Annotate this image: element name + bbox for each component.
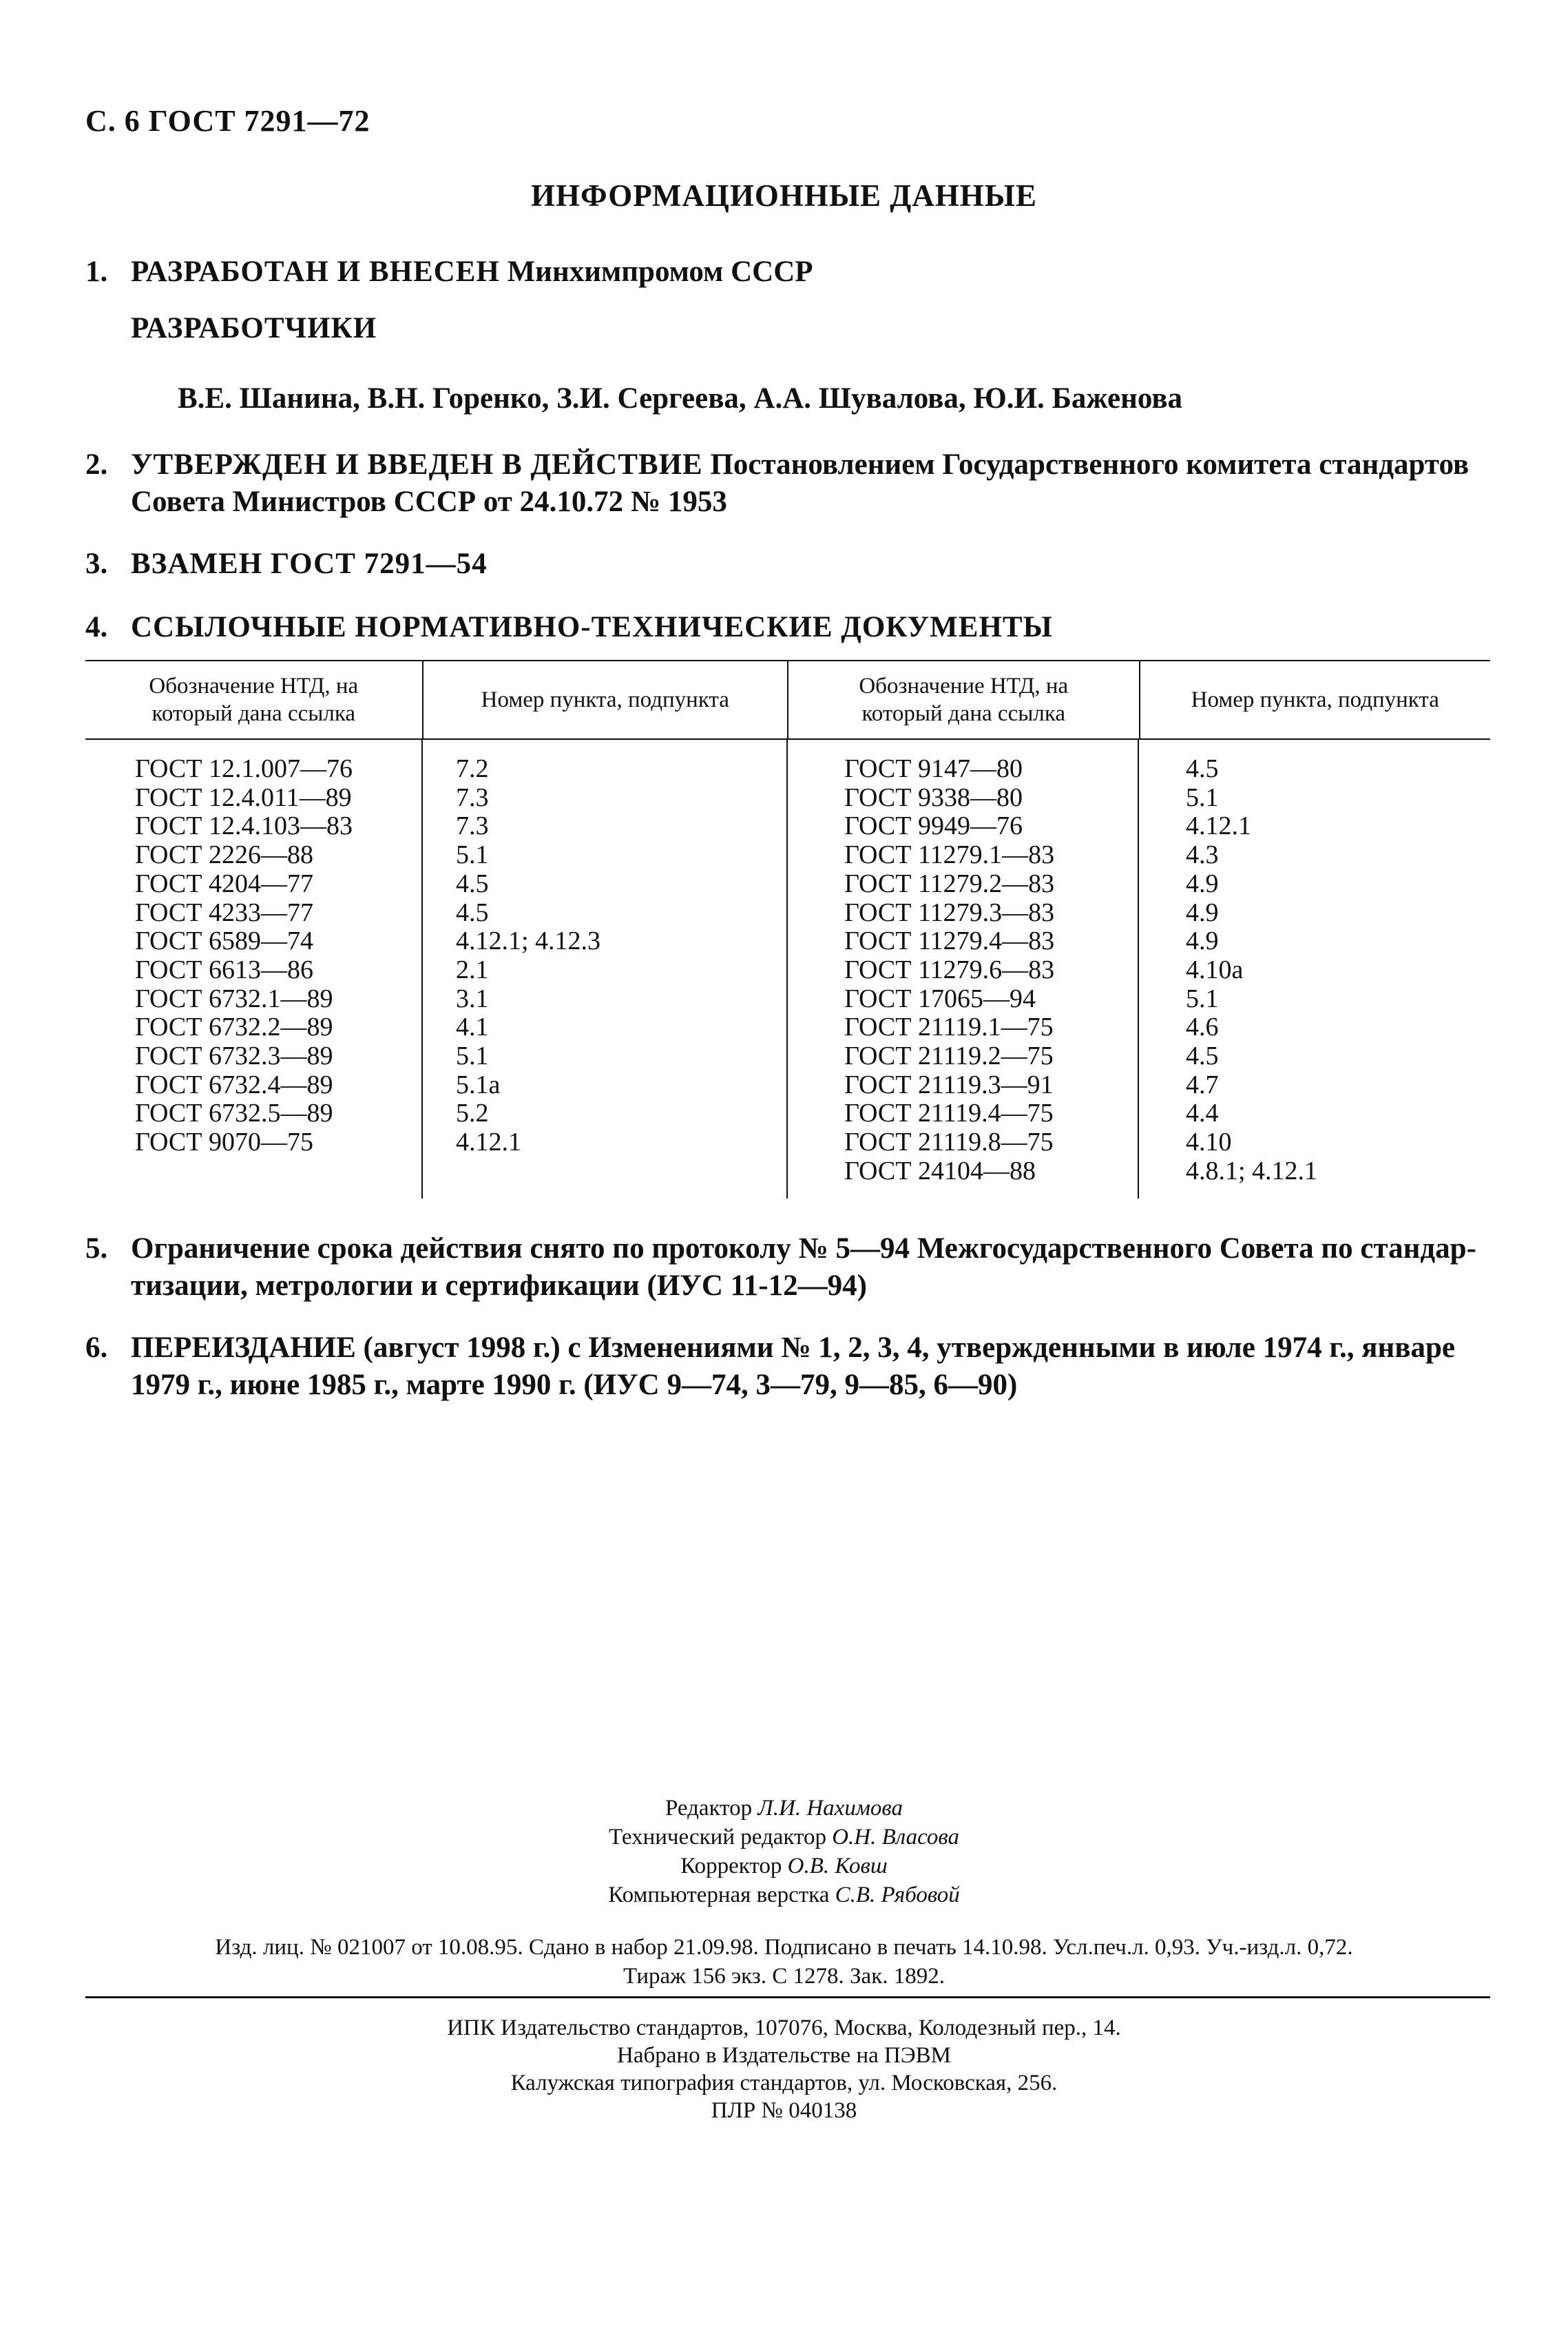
header-clause-right: Номер пункта, подпункта bbox=[1191, 687, 1439, 712]
credit-label: Компьютерная верстка bbox=[608, 1883, 830, 1907]
table-cell: ГОСТ 6589—74 bbox=[135, 926, 313, 956]
table-cell: ГОСТ 2226—88 bbox=[135, 840, 313, 870]
imprint-line: Изд. лиц. № 021007 от 10.08.95. Сдано в набор 21.09.98. Подписано в печать 14.10.98. Усл.печ.л. 0,93. Уч.-изд.л. 0,72. bbox=[215, 1935, 1353, 1960]
table-cell: ГОСТ 4233—77 bbox=[135, 898, 313, 927]
table-cell: 4.9 bbox=[1186, 869, 1219, 898]
item-lead: ССЫЛОЧНЫЕ НОРМАТИВНО-ТЕХНИЧЕСКИЕ ДОКУМЕНТЫ bbox=[131, 611, 1053, 643]
credit-name: Л.И. Нахимова bbox=[757, 1796, 903, 1821]
printer-line: Набрано в Издательстве на ПЭВМ bbox=[617, 2043, 951, 2068]
table-cell: 5.2 bbox=[456, 1099, 489, 1128]
table-cell: ГОСТ 21119.4—75 bbox=[844, 1099, 1054, 1128]
imprint-line: Тираж 156 экз. С 1278. Зак. 1892. bbox=[623, 1964, 945, 1989]
table-cell: 5.1 bbox=[1186, 984, 1219, 1013]
item-3 bbox=[85, 546, 1490, 583]
item-text: Ограничение срока действия снято по протоколу № 5—94 Межгосударственного Совета по стандар- bbox=[131, 1232, 1476, 1265]
table-cell: ГОСТ 6732.2—89 bbox=[135, 1013, 333, 1042]
table-cell: 4.10 bbox=[1186, 1128, 1232, 1157]
header-text: Обозначение НТД, на bbox=[859, 674, 1069, 698]
table-cell: ГОСТ 6613—86 bbox=[135, 955, 313, 984]
header-text: который дана ссылка bbox=[151, 701, 356, 726]
item-text-continuation: тизации, метрологии и сертификации (ИУС 11-12—94) bbox=[131, 1270, 867, 1302]
item-number: 6. bbox=[85, 1332, 108, 1364]
item-lead: УТВЕРЖДЕН И ВВЕДЕН В ДЕЙСТВИЕ bbox=[131, 448, 703, 481]
item-text-continuation: Совета Министров СССР от 24.10.72 № 1953 bbox=[131, 486, 727, 518]
table-cell: 4.5 bbox=[456, 869, 489, 898]
printer-line: Калужская типография стандартов, ул. Московская, 256. bbox=[510, 2071, 1058, 2095]
item-text: ПЕРЕИЗДАНИЕ (август 1998 г.) с Изменениями № 1, 2, 3, 4, утвержденными в июле 1974 г., январе bbox=[131, 1332, 1456, 1364]
table-cell: ГОСТ 9949—76 bbox=[844, 811, 1023, 841]
column-right-clauses bbox=[1139, 740, 1490, 1199]
credit-layout bbox=[0, 1881, 1568, 1909]
credits-block bbox=[0, 1794, 1568, 1909]
table-cell: 4.9 bbox=[1186, 898, 1219, 927]
table-cell: 3.1 bbox=[456, 984, 489, 1013]
credit-label: Корректор bbox=[680, 1854, 782, 1878]
item-1 bbox=[85, 253, 1490, 291]
item-2 bbox=[85, 446, 1490, 521]
item-number: 5. bbox=[85, 1232, 108, 1265]
table-cell: ГОСТ 9338—80 bbox=[844, 783, 1023, 812]
header-doc-right bbox=[788, 661, 1140, 738]
table-cell: 4.3 bbox=[1186, 840, 1219, 870]
credit-label: Технический редактор bbox=[608, 1825, 826, 1850]
reference-table bbox=[85, 660, 1490, 1199]
table-cell: 4.4 bbox=[1186, 1099, 1219, 1128]
imprint-block bbox=[0, 1933, 1568, 1991]
table-cell: 7.3 bbox=[456, 811, 489, 841]
table-cell: 4.5 bbox=[1186, 754, 1219, 783]
header-text: Обозначение НТД, на bbox=[149, 674, 359, 698]
table-cell: ГОСТ 21119.3—91 bbox=[844, 1070, 1054, 1099]
page-title: ИНФОРМАЦИОННЫЕ ДАННЫЕ bbox=[531, 178, 1037, 213]
table-cell: ГОСТ 11279.4—83 bbox=[844, 926, 1055, 956]
table-cell: ГОСТ 9147—80 bbox=[844, 754, 1023, 783]
credit-label: Редактор bbox=[665, 1796, 753, 1821]
table-cell: 4.5 bbox=[456, 898, 489, 927]
item-text: Постановлением Государственного комитета стандартов bbox=[702, 448, 1470, 481]
credit-editor bbox=[0, 1794, 1568, 1823]
table-cell: 4.5 bbox=[1186, 1042, 1219, 1071]
item-number: 1. bbox=[85, 256, 108, 288]
header-doc-left bbox=[85, 661, 424, 738]
table-cell: 4.1 bbox=[456, 1013, 489, 1042]
divider bbox=[85, 1996, 1490, 1998]
table-cell: ГОСТ 4204—77 bbox=[135, 869, 313, 898]
table-cell: 4.6 bbox=[1186, 1013, 1219, 1042]
table-cell: 4.12.1 bbox=[456, 1128, 521, 1157]
table-cell: 5.1 bbox=[456, 840, 489, 870]
item-6 bbox=[85, 1329, 1490, 1404]
table-cell: 4.8.1; 4.12.1 bbox=[1186, 1156, 1318, 1185]
item-number: 4. bbox=[85, 611, 108, 643]
item-4 bbox=[85, 609, 1490, 646]
table-cell: 4.9 bbox=[1186, 926, 1219, 956]
table-cell: ГОСТ 11279.1—83 bbox=[844, 840, 1055, 870]
item-lead: ВЗАМЕН ГОСТ 7291—54 bbox=[131, 548, 488, 580]
table-cell: 4.10а bbox=[1186, 955, 1244, 984]
table-cell: ГОСТ 11279.2—83 bbox=[844, 869, 1055, 898]
header-clause-left: Номер пункта, подпункта bbox=[424, 661, 788, 738]
table-cell: ГОСТ 12.4.103—83 bbox=[135, 811, 353, 841]
table-cell: ГОСТ 9070—75 bbox=[135, 1128, 313, 1157]
table-cell: 7.2 bbox=[456, 754, 489, 783]
item-lead: РАЗРАБОТАН И ВНЕСЕН bbox=[131, 256, 500, 288]
printer-block bbox=[0, 2014, 1568, 2124]
printer-line: ИПК Издательство стандартов, 107076, Москва, Колодезный пер., 14. bbox=[447, 2016, 1121, 2040]
table-cell: ГОСТ 21119.1—75 bbox=[844, 1013, 1054, 1042]
table-cell: 5.1 bbox=[456, 1042, 489, 1071]
table-cell: ГОСТ 11279.6—83 bbox=[844, 955, 1055, 984]
running-header: С. 6 ГОСТ 7291—72 bbox=[85, 104, 370, 138]
table-cell: ГОСТ 6732.5—89 bbox=[135, 1099, 333, 1128]
item-text: Минхимпромом СССР bbox=[499, 256, 813, 288]
table-cell: 4.12.1; 4.12.3 bbox=[456, 926, 601, 956]
column-left-clauses bbox=[423, 740, 788, 1199]
table-cell: ГОСТ 21119.2—75 bbox=[844, 1042, 1054, 1071]
developers-heading: РАЗРАБОТЧИКИ bbox=[131, 312, 377, 344]
table-body bbox=[85, 740, 1490, 1199]
item-number: 2. bbox=[85, 448, 108, 481]
table-cell: ГОСТ 12.1.007—76 bbox=[135, 754, 353, 783]
table-cell: 2.1 bbox=[456, 955, 489, 984]
item-text-continuation: 1979 г., июне 1985 г., марте 1990 г. (ИУС 9—74, 3—79, 9—85, 6—90) bbox=[131, 1369, 1018, 1401]
table-cell: ГОСТ 11279.3—83 bbox=[844, 898, 1055, 927]
developers-list: В.Е. Шанина, В.Н. Горенко, З.И. Сергеева, А.А. Шувалова, Ю.И. Баженова bbox=[178, 382, 1183, 415]
table-cell: ГОСТ 21119.8—75 bbox=[844, 1128, 1054, 1157]
item-5 bbox=[85, 1230, 1490, 1305]
table-cell: ГОСТ 6732.4—89 bbox=[135, 1070, 333, 1099]
table-cell: 7.3 bbox=[456, 783, 489, 812]
credit-corrector bbox=[0, 1852, 1568, 1881]
table-cell: 4.12.1 bbox=[1186, 811, 1251, 841]
column-right-docs bbox=[788, 740, 1139, 1199]
table-cell: 5.1а bbox=[456, 1070, 501, 1099]
credit-name: О.Н. Власова bbox=[832, 1825, 960, 1850]
table-cell: ГОСТ 17065—94 bbox=[844, 984, 1036, 1013]
item-number: 3. bbox=[85, 548, 108, 580]
printer-line: ПЛР № 040138 bbox=[711, 2098, 857, 2123]
table-header-row bbox=[85, 661, 1490, 740]
table-cell: ГОСТ 12.4.011—89 bbox=[135, 783, 352, 812]
table-cell: ГОСТ 6732.1—89 bbox=[135, 984, 333, 1013]
credit-name: С.В. Рябовой bbox=[835, 1883, 960, 1907]
table-cell: 5.1 bbox=[1186, 783, 1219, 812]
table-cell: 4.7 bbox=[1186, 1070, 1219, 1099]
credit-name: О.В. Ковш bbox=[787, 1854, 888, 1878]
credit-tech-editor bbox=[0, 1823, 1568, 1852]
column-left-docs bbox=[85, 740, 423, 1199]
table-cell: ГОСТ 6732.3—89 bbox=[135, 1042, 333, 1071]
table-cell: ГОСТ 24104—88 bbox=[844, 1156, 1036, 1185]
header-text: который дана ссылка bbox=[861, 701, 1066, 726]
